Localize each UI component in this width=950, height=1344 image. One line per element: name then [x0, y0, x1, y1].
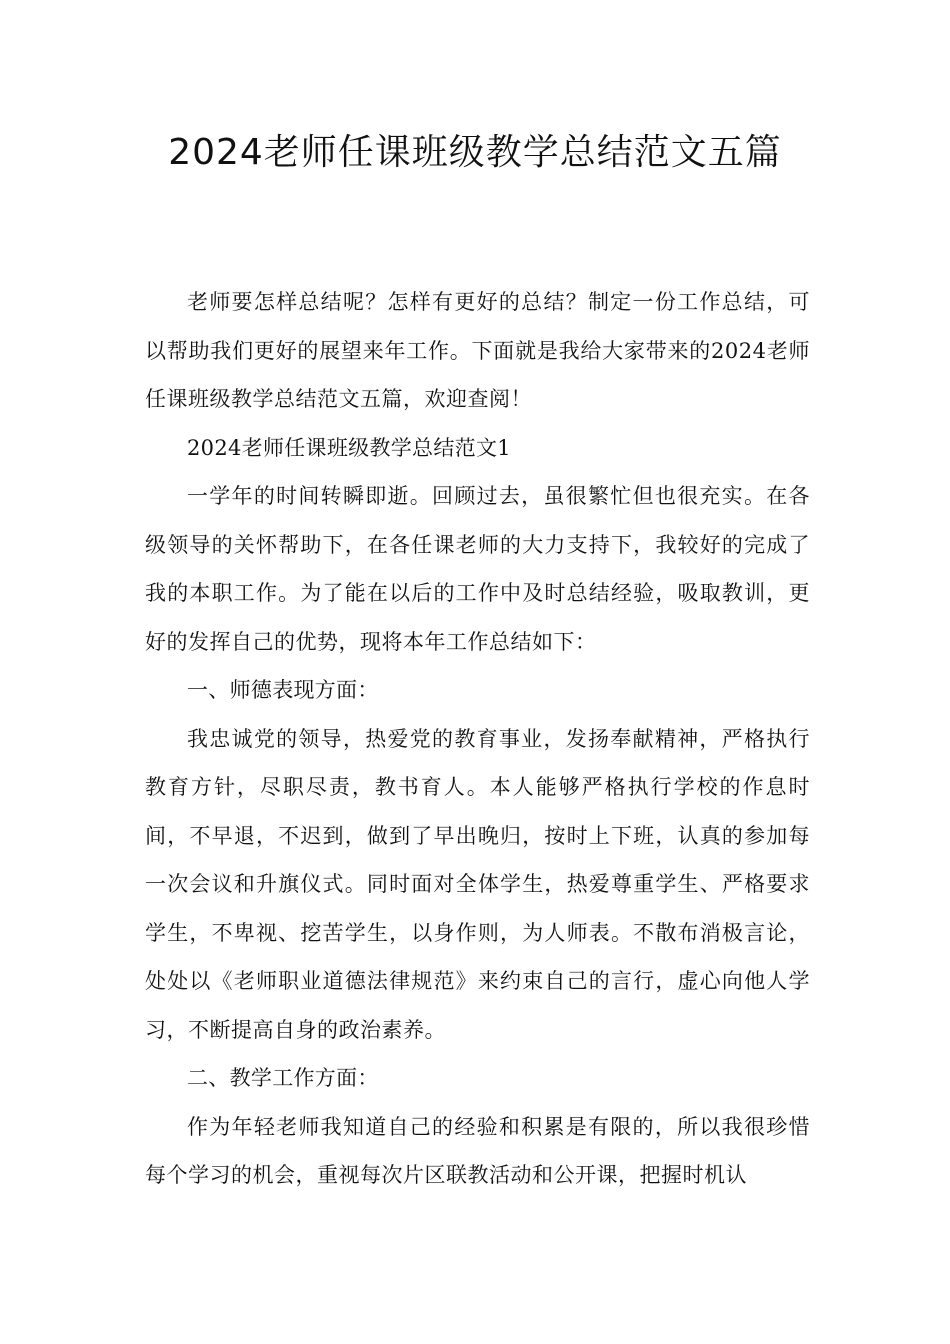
subheading-ethics: 一、师德表现方面：	[187, 678, 379, 702]
document-body	[145, 278, 810, 1200]
section-heading-essay-1: 2024老师任课班级教学总结范文1	[187, 435, 511, 460]
subheading-teaching: 二、教学工作方面：	[187, 1066, 379, 1090]
body-paragraph-ethics: 我忠诚党的领导，热爱党的教育事业，发扬奉献精神，严格执行教育方针，尽职尽责，教书育人。本人能够严格执行学校的作息时间，不早退，不迟到，做到了早出晚归，按时上下班，认真的参加每一次会议和升旗仪式。同时面对全体学生，热爱尊重学生、严格要求学生，不卑视、挖苦学生，以身作则，为人师表。不散布消极言论，处处以《老师职业道德法律规范》来约束自己的言行，虚心向他人学习，不断提高自身的政治素养。	[145, 726, 810, 1042]
document-title: 2024老师任课班级教学总结范文五篇	[168, 132, 782, 173]
intro-paragraph: 老师要怎样总结呢？怎样有更好的总结？制定一份工作总结，可以帮助我们更好的展望来年工作。下面就是我给大家带来的2024老师任课班级教学总结范文五篇，欢迎查阅！	[145, 290, 810, 411]
body-paragraph-teaching: 作为年轻老师我知道自己的经验和积累是有限的，所以我很珍惜每个学习的机会，重视每次片区联教活动和公开课，把握时机认	[145, 1114, 810, 1187]
body-paragraph-overview: 一学年的时间转瞬即逝。回顾过去，虽很繁忙但也很充实。在各级领导的关怀帮助下，在各任课老师的大力支持下，我较好的完成了我的本职工作。为了能在以后的工作中及时总结经验，吸取教训，更好的发挥自己的优势，现将本年工作总结如下：	[145, 484, 810, 654]
